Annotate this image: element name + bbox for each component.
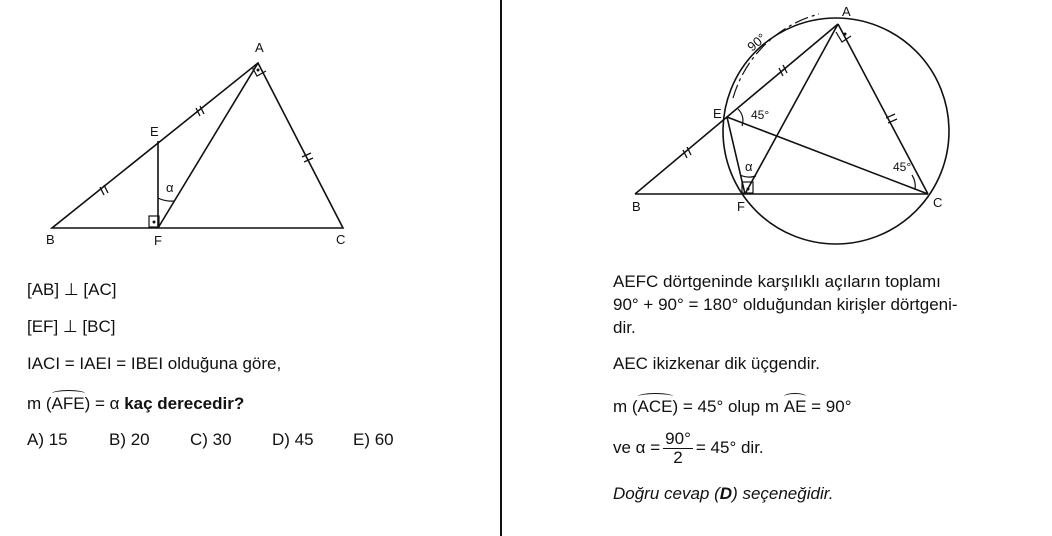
answer-pre: Doğru cevap ( [613, 484, 720, 503]
triangle-abc [52, 63, 343, 228]
option-b: B) 20 [109, 430, 150, 449]
p3-prefix: m ( [613, 397, 638, 416]
p3-suffix: = 90° [806, 397, 852, 416]
p3-arc-ace: ACE [637, 397, 673, 416]
segment-af [158, 63, 258, 228]
answer-line [613, 484, 833, 504]
label-angle-e: 45° [751, 108, 770, 122]
label-c-left: C [336, 232, 346, 247]
arc-90-indicator [733, 14, 819, 98]
label-f-right: F [737, 199, 745, 214]
label-a-left: A [255, 40, 264, 55]
alpha-arc-right [740, 175, 756, 177]
solution-p3 [613, 397, 852, 417]
label-b-right: B [632, 199, 641, 214]
right-circle-figure [635, 14, 949, 244]
label-c-right: C [933, 195, 943, 210]
p4-fraction [663, 430, 693, 467]
question-suffix: ) = α [84, 394, 120, 413]
p3-mid: ) = 45° olup m [672, 397, 784, 416]
segment-ec [727, 117, 928, 194]
answer-bold: D [719, 484, 733, 503]
solution-p2: AEC ikizkenar dik üçgendir. [613, 354, 820, 373]
label-e-right: E [713, 106, 722, 121]
circumcircle [723, 18, 949, 244]
label-alpha-right: α [745, 159, 753, 174]
p4-prefix: ve α = [613, 437, 661, 457]
left-triangle-figure [52, 63, 343, 228]
option-e: E) 60 [353, 430, 394, 449]
p3-arc-ae: AE [783, 397, 807, 416]
question-prefix: m ( [27, 394, 52, 413]
solution-p1-line2: 90° + 90° = 180° olduğundan kirişler dörtgeni- [613, 295, 958, 314]
tick-marks-left [100, 106, 313, 195]
label-a-right: A [842, 4, 851, 19]
given-line-2: [EF] ⊥ [BC] [27, 317, 116, 336]
p4-numerator: 90° [665, 429, 691, 448]
answer-post: ) seçeneğidir. [732, 484, 834, 503]
p4-suffix: = 45° dir. [695, 437, 764, 457]
label-alpha-left: α [166, 180, 174, 195]
p4-denominator: 2 [673, 448, 683, 467]
label-angle-c: 45° [893, 160, 912, 174]
question-arc-afe: AFE [51, 394, 85, 413]
option-c: C) 30 [190, 430, 232, 449]
question-bold: kaç derecedir? [119, 394, 245, 413]
angle-arc-e [738, 109, 743, 126]
given-line-3: IACI = IAEI = IBEI olduğuna göre, [27, 354, 282, 373]
alpha-arc-left [158, 198, 174, 201]
label-f-left: F [154, 233, 162, 248]
label-e-left: E [150, 124, 159, 139]
solution-p1-line1: AEFC dörtgeninde karşılıklı açıların toplamı [613, 272, 941, 291]
segment-ba [635, 24, 838, 194]
solution-p4 [613, 430, 764, 467]
solution-p1-line3: dir. [613, 318, 636, 337]
question-line [27, 394, 244, 414]
label-arc-90: 90° [744, 30, 769, 55]
option-d: D) 45 [272, 430, 314, 449]
option-a: A) 15 [27, 430, 68, 449]
label-b-left: B [46, 232, 55, 247]
given-line-1: [AB] ⊥ [AC] [27, 280, 117, 299]
